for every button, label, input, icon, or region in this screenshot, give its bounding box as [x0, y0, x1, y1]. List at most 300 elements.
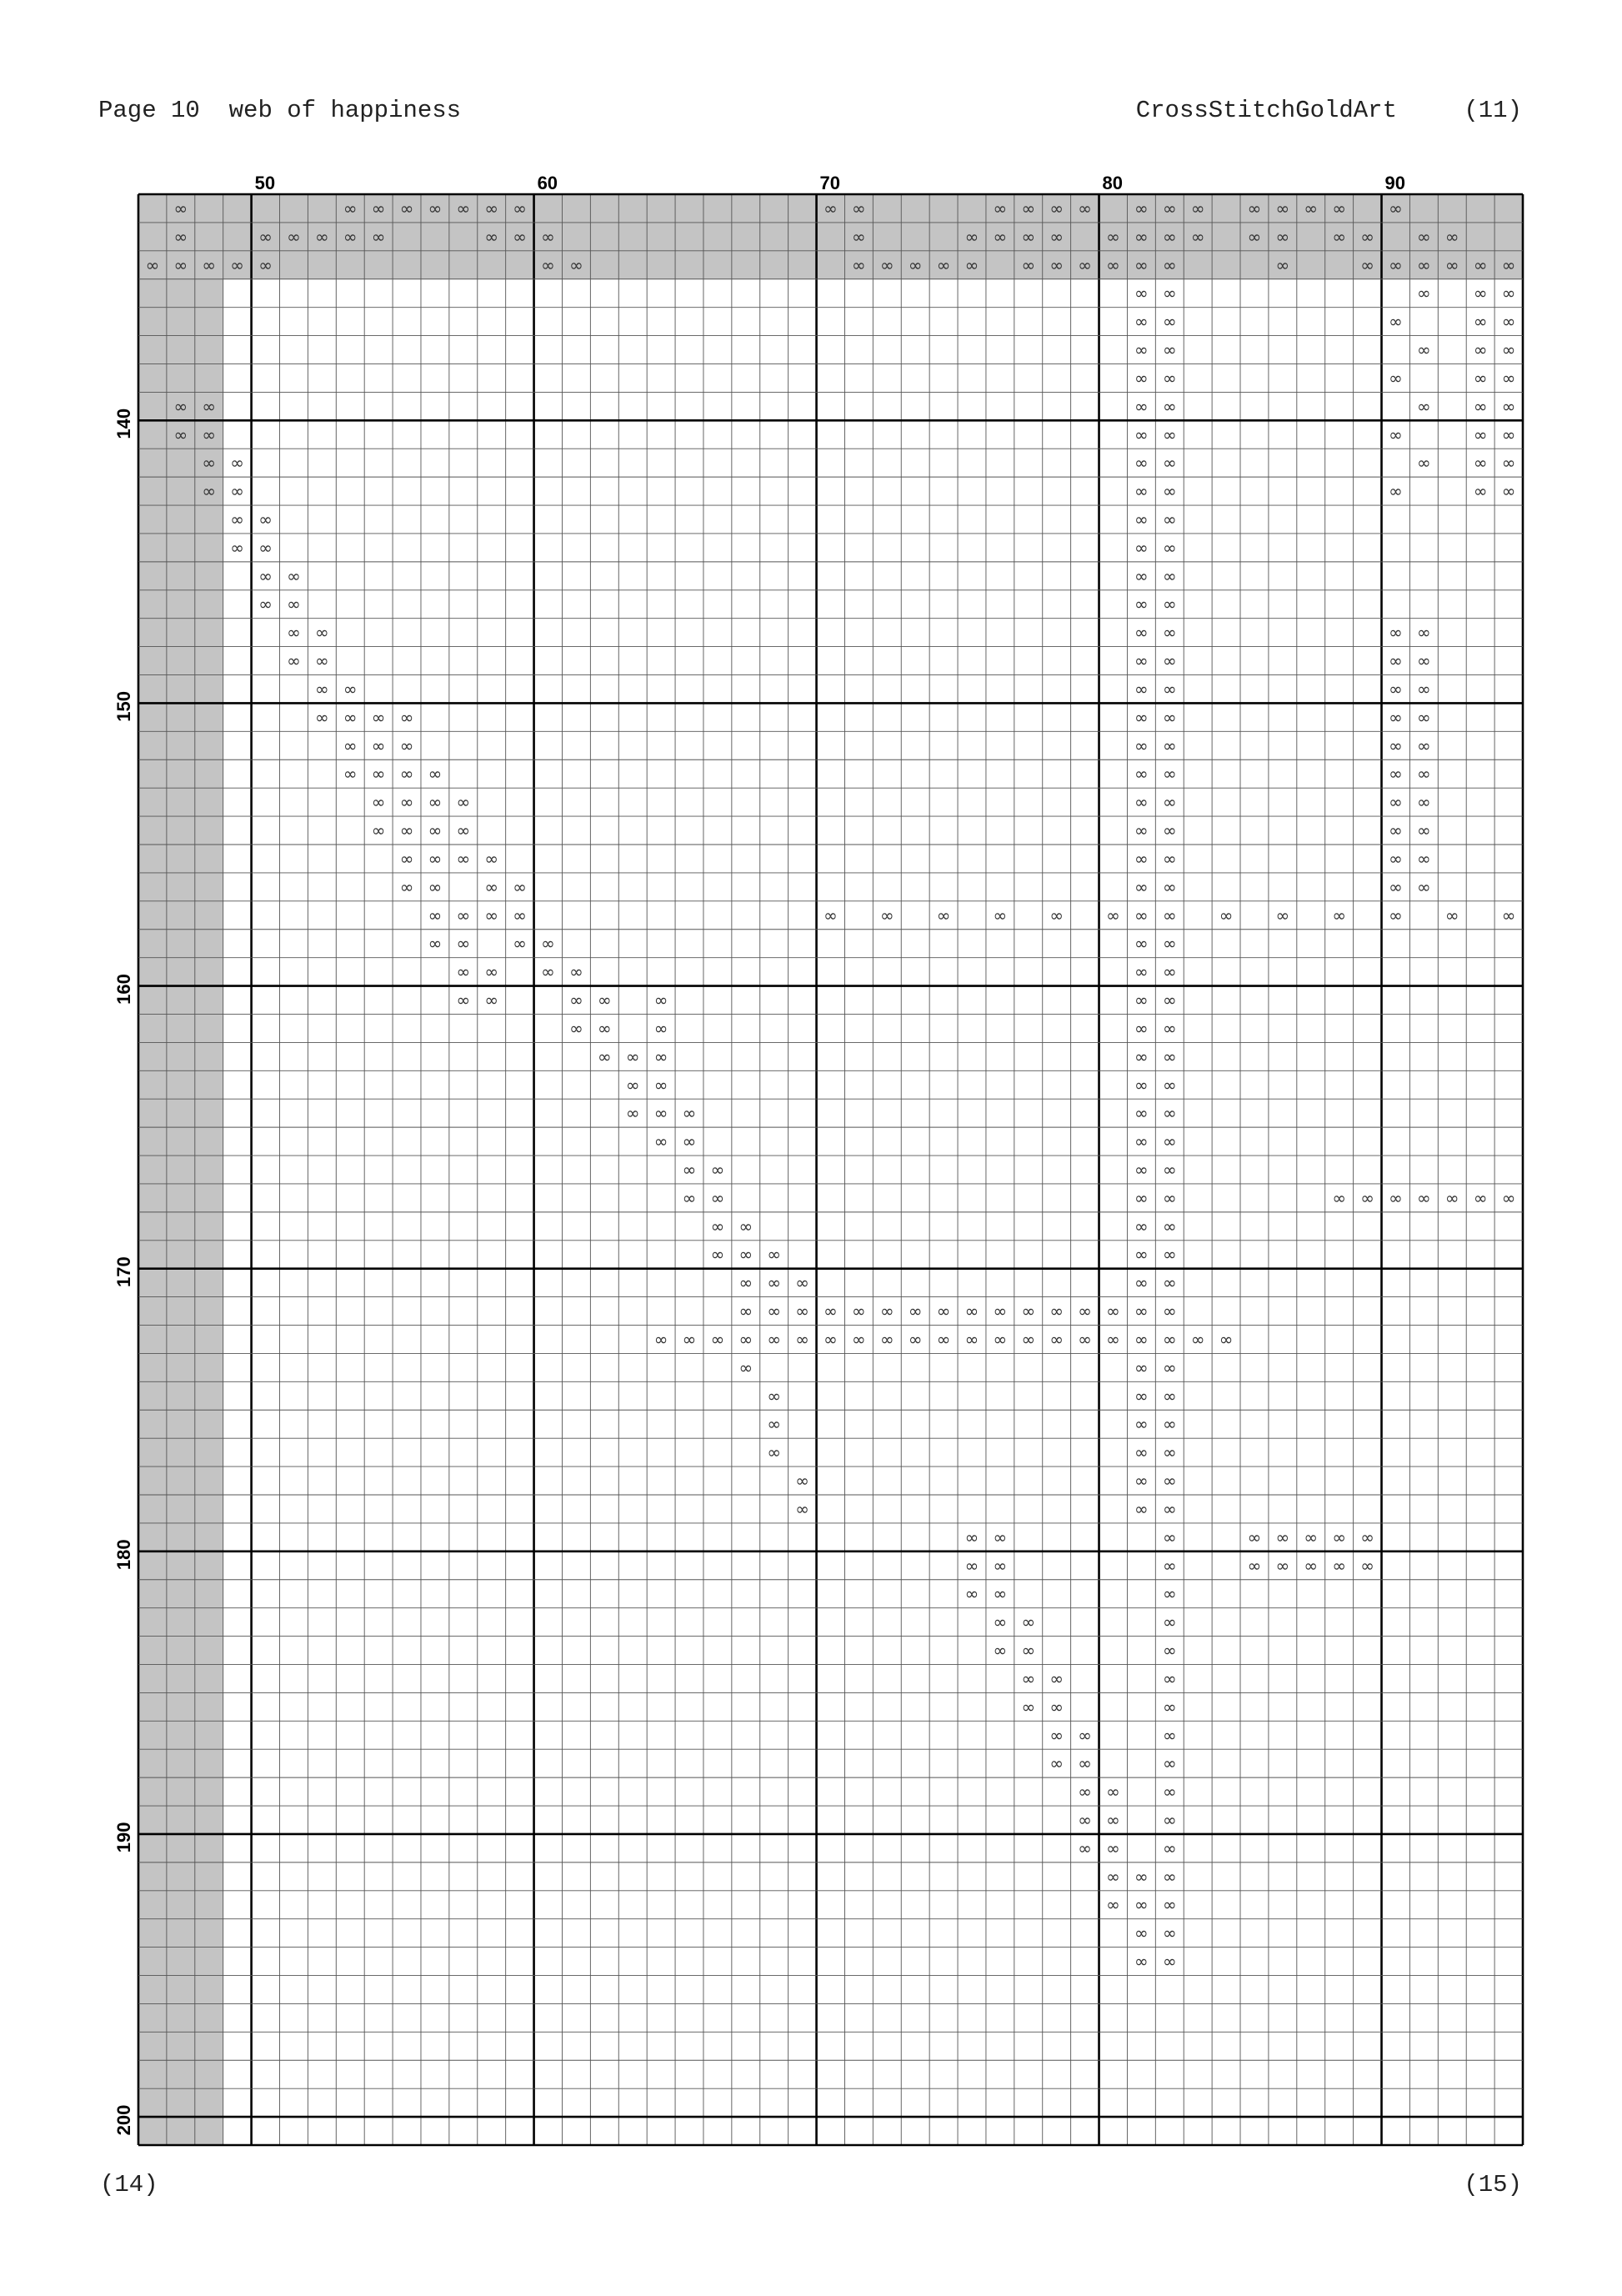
stitch-symbol: ∞	[964, 1526, 979, 1547]
stitch-symbol: ∞	[456, 820, 471, 841]
stitch-symbol: ∞	[258, 537, 273, 558]
stitch-symbol: ∞	[1501, 283, 1516, 303]
stitch-symbol: ∞	[1389, 820, 1403, 841]
stitch-symbol: ∞	[1134, 1187, 1149, 1208]
stitch-symbol: ∞	[399, 876, 414, 897]
stitch-symbol: ∞	[824, 1329, 838, 1350]
stitch-symbol: ∞	[456, 990, 471, 1010]
page-reference-bottom-left: (14)	[100, 2171, 158, 2198]
stitch-symbol: ∞	[1021, 226, 1036, 247]
row-label: 160	[113, 974, 134, 1005]
stitch-symbol: ∞	[1162, 1386, 1177, 1406]
stitch-symbol: ∞	[1106, 1810, 1120, 1830]
stitch-symbol: ∞	[1021, 254, 1036, 275]
stitch-symbol: ∞	[1190, 226, 1205, 247]
stitch-symbol: ∞	[513, 198, 527, 218]
stitch-symbol: ∞	[1501, 254, 1516, 275]
stitch-symbol: ∞	[1417, 396, 1431, 417]
stitch-symbol: ∞	[1162, 254, 1177, 275]
stitch-symbol: ∞	[1501, 311, 1516, 332]
stitch-symbol: ∞	[1501, 905, 1516, 925]
stitch-symbol: ∞	[653, 1329, 668, 1350]
stitch-symbol: ∞	[258, 226, 273, 247]
stitch-symbol: ∞	[1332, 1555, 1346, 1576]
stitch-symbol: ∞	[936, 905, 951, 925]
stitch-symbol: ∞	[1134, 1923, 1149, 1943]
stitch-symbol: ∞	[1134, 622, 1149, 643]
stitch-symbol: ∞	[1021, 1612, 1036, 1632]
stitch-symbol: ∞	[1389, 679, 1403, 699]
stitch-symbol: ∞	[1162, 764, 1177, 785]
row-label: 150	[113, 690, 134, 722]
stitch-symbol: ∞	[1134, 820, 1149, 841]
stitch-symbol: ∞	[1134, 453, 1149, 474]
stitch-symbol: ∞	[625, 1103, 640, 1124]
stitch-symbol: ∞	[767, 1414, 782, 1435]
stitch-symbol: ∞	[541, 933, 555, 954]
stitch-symbol: ∞	[1162, 1442, 1177, 1463]
stitch-symbol: ∞	[1162, 226, 1177, 247]
stitch-symbol: ∞	[1106, 1837, 1120, 1858]
stitch-symbol: ∞	[1162, 1668, 1177, 1689]
stitch-symbol: ∞	[1275, 254, 1290, 275]
stitch-symbol: ∞	[653, 1046, 668, 1067]
stitch-symbol: ∞	[710, 1216, 725, 1236]
stitch-symbol: ∞	[399, 764, 414, 785]
stitch-symbol: ∞	[1417, 1187, 1431, 1208]
stitch-symbol: ∞	[1417, 254, 1431, 275]
stitch-symbol: ∞	[824, 198, 838, 218]
stitch-symbol: ∞	[1304, 198, 1319, 218]
stitch-symbol: ∞	[1162, 1640, 1177, 1661]
stitch-symbol: ∞	[456, 198, 471, 218]
stitch-symbol: ∞	[428, 792, 443, 813]
stitch-symbol: ∞	[767, 1244, 782, 1265]
stitch-symbol: ∞	[1162, 339, 1177, 360]
stitch-symbol: ∞	[738, 1301, 753, 1321]
stitch-symbol: ∞	[1247, 1526, 1262, 1547]
stitch-symbol: ∞	[230, 481, 244, 502]
stitch-symbol: ∞	[1049, 1668, 1064, 1689]
stitch-symbol: ∞	[1134, 1301, 1149, 1321]
stitch-symbol: ∞	[767, 1329, 782, 1350]
stitch-symbol: ∞	[456, 905, 471, 925]
stitch-symbol: ∞	[1162, 198, 1177, 218]
stitch-symbol: ∞	[1389, 198, 1403, 218]
stitch-symbol: ∞	[1473, 311, 1488, 332]
stitch-symbol: ∞	[1360, 254, 1374, 275]
stitch-symbol: ∞	[1389, 424, 1403, 445]
stitch-symbol: ∞	[173, 424, 188, 445]
stitch-symbol: ∞	[1078, 1753, 1092, 1774]
stitch-symbol: ∞	[795, 1301, 809, 1321]
stitch-symbol: ∞	[287, 565, 301, 586]
stitch-symbol: ∞	[1389, 905, 1403, 925]
stitch-symbol: ∞	[1501, 339, 1516, 360]
stitch-symbol: ∞	[1049, 905, 1064, 925]
stitch-symbol: ∞	[371, 764, 386, 785]
stitch-symbol: ∞	[1021, 1329, 1036, 1350]
stitch-symbol: ∞	[1134, 339, 1149, 360]
stitch-symbol: ∞	[993, 1301, 1008, 1321]
stitch-symbol: ∞	[1134, 905, 1149, 925]
stitch-symbol: ∞	[936, 1301, 951, 1321]
stitch-symbol: ∞	[1134, 650, 1149, 671]
stitch-symbol: ∞	[569, 990, 583, 1010]
stitch-symbol: ∞	[456, 933, 471, 954]
stitch-symbol: ∞	[879, 905, 894, 925]
stitch-symbol: ∞	[1501, 481, 1516, 502]
stitch-symbol: ∞	[315, 622, 329, 643]
stitch-symbol: ∞	[1134, 594, 1149, 614]
stitch-symbol: ∞	[682, 1329, 697, 1350]
stitch-symbol: ∞	[738, 1244, 753, 1265]
stitch-symbol: ∞	[202, 481, 217, 502]
stitch-symbol: ∞	[1134, 368, 1149, 389]
stitch-symbol: ∞	[1162, 453, 1177, 474]
stitch-symbol: ∞	[371, 226, 386, 247]
stitch-symbol: ∞	[597, 1018, 612, 1039]
stitch-symbol: ∞	[1444, 905, 1459, 925]
stitch-symbol: ∞	[1275, 226, 1290, 247]
stitch-symbol: ∞	[1332, 905, 1346, 925]
stitch-symbol: ∞	[484, 226, 499, 247]
stitch-symbol: ∞	[1389, 311, 1403, 332]
stitch-symbol: ∞	[879, 1301, 894, 1321]
stitch-symbol: ∞	[1501, 368, 1516, 389]
stitch-symbol: ∞	[258, 565, 273, 586]
stitch-symbol: ∞	[1162, 1160, 1177, 1180]
stitch-symbol: ∞	[1134, 707, 1149, 728]
stitch-symbol: ∞	[993, 1526, 1008, 1547]
stitch-symbol: ∞	[541, 961, 555, 982]
stitch-symbol: ∞	[1134, 1329, 1149, 1350]
stitch-symbol: ∞	[795, 1329, 809, 1350]
stitch-symbol: ∞	[484, 198, 499, 218]
stitch-symbol: ∞	[1162, 622, 1177, 643]
stitch-symbol: ∞	[1049, 1301, 1064, 1321]
stitch-symbol: ∞	[1304, 1526, 1319, 1547]
stitch-symbol: ∞	[541, 254, 555, 275]
stitch-symbol: ∞	[1162, 905, 1177, 925]
stitch-symbol: ∞	[1134, 1414, 1149, 1435]
stitch-symbol: ∞	[484, 848, 499, 869]
stitch-symbol: ∞	[1021, 1668, 1036, 1689]
stitch-symbol: ∞	[1332, 1526, 1346, 1547]
stitch-symbol: ∞	[1134, 1866, 1149, 1887]
stitch-symbol: ∞	[710, 1160, 725, 1180]
stitch-symbol: ∞	[1049, 1697, 1064, 1717]
brand-name: CrossStitchGoldArt	[1135, 97, 1397, 124]
stitch-symbol: ∞	[1162, 1357, 1177, 1378]
stitch-symbol: ∞	[1134, 792, 1149, 813]
stitch-symbol: ∞	[879, 1329, 894, 1350]
stitch-symbol: ∞	[230, 453, 244, 474]
stitch-symbol: ∞	[343, 198, 358, 218]
row-label: 140	[113, 408, 134, 439]
stitch-symbol: ∞	[1417, 792, 1431, 813]
stitch-symbol: ∞	[1247, 226, 1262, 247]
stitch-symbol: ∞	[1134, 481, 1149, 502]
stitch-symbol: ∞	[908, 1329, 923, 1350]
stitch-symbol: ∞	[597, 990, 612, 1010]
stitch-symbol: ∞	[230, 509, 244, 529]
stitch-symbol: ∞	[1473, 424, 1488, 445]
stitch-symbol: ∞	[1021, 198, 1036, 218]
stitch-symbol: ∞	[315, 679, 329, 699]
stitch-symbol: ∞	[1275, 905, 1290, 925]
stitch-symbol: ∞	[1162, 990, 1177, 1010]
stitch-symbol: ∞	[1501, 1187, 1516, 1208]
stitch-symbol: ∞	[1501, 453, 1516, 474]
column-label: 80	[1102, 173, 1124, 193]
stitch-symbol: ∞	[1134, 1357, 1149, 1378]
stitch-symbol: ∞	[1162, 283, 1177, 303]
stitch-symbol: ∞	[287, 594, 301, 614]
stitch-symbol: ∞	[653, 990, 668, 1010]
stitch-symbol: ∞	[936, 1329, 951, 1350]
stitch-symbol: ∞	[371, 707, 386, 728]
page-reference-top: (11)	[1464, 97, 1522, 124]
stitch-symbol: ∞	[1247, 198, 1262, 218]
stitch-symbol: ∞	[852, 226, 866, 247]
grid-lines	[138, 194, 1523, 2145]
stitch-symbol: ∞	[1134, 1131, 1149, 1152]
stitch-symbol: ∞	[371, 198, 386, 218]
stitch-symbol: ∞	[1049, 198, 1064, 218]
stitch-symbol: ∞	[738, 1216, 753, 1236]
stitch-symbol: ∞	[428, 764, 443, 785]
stitch-symbol: ∞	[879, 254, 894, 275]
stitch-symbol: ∞	[1417, 650, 1431, 671]
stitch-symbol: ∞	[1134, 1498, 1149, 1519]
stitch-symbol: ∞	[1049, 1725, 1064, 1746]
stitch-symbol: ∞	[625, 1075, 640, 1095]
stitch-symbol: ∞	[1106, 1866, 1120, 1887]
stitch-symbol: ∞	[1162, 1894, 1177, 1915]
stitch-symbol: ∞	[1162, 1583, 1177, 1604]
stitch-symbol: ∞	[1106, 905, 1120, 925]
stitch-symbol: ∞	[1021, 1697, 1036, 1717]
stitch-symbol: ∞	[1134, 961, 1149, 982]
stitch-symbol: ∞	[1162, 1951, 1177, 1972]
stitch-symbol: ∞	[1134, 226, 1149, 247]
stitch-symbol: ∞	[173, 198, 188, 218]
stitch-symbol: ∞	[1162, 537, 1177, 558]
stitch-symbol: ∞	[1162, 820, 1177, 841]
stitch-symbol: ∞	[1134, 537, 1149, 558]
stitch-symbol: ∞	[682, 1187, 697, 1208]
stitch-symbol: ∞	[399, 848, 414, 869]
row-label: 200	[113, 2104, 134, 2136]
stitch-symbol: ∞	[1162, 1555, 1177, 1576]
stitch-symbol: ∞	[1162, 1498, 1177, 1519]
stitch-symbol: ∞	[1134, 565, 1149, 586]
stitch-symbol: ∞	[1162, 1131, 1177, 1152]
stitch-symbol: ∞	[1162, 481, 1177, 502]
stitch-symbol: ∞	[993, 1583, 1008, 1604]
stitch-symbol: ∞	[173, 226, 188, 247]
stitch-symbol: ∞	[173, 254, 188, 275]
stitch-symbol: ∞	[1134, 1075, 1149, 1095]
stitch-symbol: ∞	[202, 424, 217, 445]
stitch-symbol: ∞	[1162, 1471, 1177, 1491]
stitch-symbol: ∞	[908, 1301, 923, 1321]
stitch-symbol: ∞	[1417, 453, 1431, 474]
stitch-symbol: ∞	[1389, 792, 1403, 813]
stitch-symbol: ∞	[1162, 594, 1177, 614]
stitch-symbol: ∞	[1049, 226, 1064, 247]
stitch-symbol: ∞	[1501, 396, 1516, 417]
stitch-symbol: ∞	[1162, 876, 1177, 897]
stitch-symbol: ∞	[1134, 1894, 1149, 1915]
stitch-symbol: ∞	[1106, 254, 1120, 275]
stitch-symbol: ∞	[993, 1640, 1008, 1661]
stitch-symbol: ∞	[1332, 1187, 1346, 1208]
stitch-symbol: ∞	[1275, 1555, 1290, 1576]
stitch-symbol: ∞	[1106, 1782, 1120, 1802]
stitch-symbol: ∞	[964, 1583, 979, 1604]
row-label: 180	[113, 1539, 134, 1571]
stitch-symbol: ∞	[513, 876, 527, 897]
stitch-symbol: ∞	[767, 1386, 782, 1406]
stitch-symbol: ∞	[964, 1555, 979, 1576]
stitch-symbol: ∞	[625, 1046, 640, 1067]
stitch-symbol: ∞	[1134, 1442, 1149, 1463]
stitch-symbol: ∞	[1162, 1018, 1177, 1039]
stitch-symbol: ∞	[1304, 1555, 1319, 1576]
stitch-symbol: ∞	[1219, 905, 1234, 925]
stitch-symbol: ∞	[1190, 1329, 1205, 1350]
shaded-cells	[138, 194, 1523, 2145]
stitch-symbol: ∞	[1049, 254, 1064, 275]
stitch-symbol: ∞	[1473, 453, 1488, 474]
stitch-symbol: ∞	[710, 1187, 725, 1208]
stitch-symbol: ∞	[1389, 1187, 1403, 1208]
stitch-symbol: ∞	[1162, 1272, 1177, 1293]
stitch-symbol: ∞	[230, 537, 244, 558]
stitch-symbol: ∞	[1134, 735, 1149, 756]
stitch-symbol: ∞	[1417, 339, 1431, 360]
stitch-symbol: ∞	[1106, 1329, 1120, 1350]
stitch-symbol: ∞	[1134, 764, 1149, 785]
stitch-symbol: ∞	[1134, 198, 1149, 218]
stitch-symbol: ∞	[513, 933, 527, 954]
column-label: 60	[537, 173, 558, 193]
stitch-symbol: ∞	[1134, 990, 1149, 1010]
stitch-symbol: ∞	[653, 1103, 668, 1124]
stitch-symbol: ∞	[428, 820, 443, 841]
stitch-symbol: ∞	[456, 961, 471, 982]
stitch-symbol: ∞	[1389, 764, 1403, 785]
stitch-symbol: ∞	[569, 1018, 583, 1039]
stitch-symbol: ∞	[1078, 1301, 1092, 1321]
stitch-symbol: ∞	[173, 396, 188, 417]
stitch-symbol: ∞	[1134, 1018, 1149, 1039]
stitch-symbol: ∞	[343, 679, 358, 699]
stitch-symbol: ∞	[1501, 424, 1516, 445]
stitch-symbol: ∞	[852, 1301, 866, 1321]
stitch-symbol: ∞	[343, 226, 358, 247]
stitch-symbol: ∞	[964, 254, 979, 275]
stitch-symbol: ∞	[1162, 933, 1177, 954]
stitch-symbol: ∞	[738, 1357, 753, 1378]
stitch-symbol: ∞	[1389, 848, 1403, 869]
column-labels	[255, 173, 1405, 193]
stitch-symbol: ∞	[1417, 764, 1431, 785]
stitch-symbol: ∞	[399, 735, 414, 756]
stitch-symbol: ∞	[428, 848, 443, 869]
stitch-symbol: ∞	[1162, 1866, 1177, 1887]
stitch-symbol: ∞	[993, 1555, 1008, 1576]
stitch-symbol: ∞	[1106, 226, 1120, 247]
stitch-symbol: ∞	[1162, 311, 1177, 332]
stitch-symbol: ∞	[1389, 876, 1403, 897]
stitch-symbol: ∞	[371, 792, 386, 813]
stitch-symbol: ∞	[1247, 1555, 1262, 1576]
stitch-symbol: ∞	[1106, 1301, 1120, 1321]
stitch-symbol: ∞	[287, 650, 301, 671]
row-labels	[113, 409, 134, 2136]
stitch-symbol: ∞	[1162, 1782, 1177, 1802]
stitch-symbol: ∞	[1162, 1753, 1177, 1774]
stitch-symbol: ∞	[1162, 1329, 1177, 1350]
stitch-symbol: ∞	[1162, 1697, 1177, 1717]
stitch-symbol: ∞	[230, 254, 244, 275]
column-label: 50	[254, 173, 276, 193]
stitch-symbol: ∞	[1444, 254, 1459, 275]
stitch-symbol: ∞	[428, 198, 443, 218]
stitch-symbol: ∞	[1162, 424, 1177, 445]
stitch-symbol: ∞	[1078, 1837, 1092, 1858]
stitch-symbol: ∞	[1162, 1301, 1177, 1321]
stitch-symbol: ∞	[1360, 226, 1374, 247]
stitch-symbol: ∞	[1162, 1837, 1177, 1858]
stitch-symbol: ∞	[1389, 481, 1403, 502]
stitch-symbol: ∞	[767, 1301, 782, 1321]
stitch-symbol: ∞	[1162, 1046, 1177, 1067]
stitch-symbol: ∞	[1162, 848, 1177, 869]
stitch-symbol: ∞	[1162, 1414, 1177, 1435]
stitch-symbol: ∞	[315, 226, 329, 247]
stitch-symbol: ∞	[1473, 368, 1488, 389]
stitch-symbol: ∞	[936, 254, 951, 275]
stitch-symbol: ∞	[1190, 198, 1205, 218]
stitch-symbol: ∞	[1275, 1526, 1290, 1547]
stitch-symbol: ∞	[653, 1075, 668, 1095]
stitch-symbol: ∞	[287, 622, 301, 643]
stitch-symbol: ∞	[738, 1329, 753, 1350]
stitch-symbol: ∞	[1360, 1187, 1374, 1208]
stitch-symbol: ∞	[1162, 1725, 1177, 1746]
stitch-symbol: ∞	[653, 1131, 668, 1152]
stitch-symbol: ∞	[202, 453, 217, 474]
stitch-symbol: ∞	[484, 905, 499, 925]
stitch-symbol: ∞	[824, 905, 838, 925]
stitch-symbol: ∞	[1417, 848, 1431, 869]
stitch-symbol: ∞	[1134, 396, 1149, 417]
stitch-symbol: ∞	[993, 1612, 1008, 1632]
stitch-symbol: ∞	[1134, 1103, 1149, 1124]
stitch-symbol: ∞	[852, 1329, 866, 1350]
stitch-symbol: ∞	[1078, 1810, 1092, 1830]
column-label: 90	[1384, 173, 1405, 193]
stitch-symbol: ∞	[1162, 1923, 1177, 1943]
stitch-symbol: ∞	[1134, 1951, 1149, 1972]
stitch-symbol: ∞	[852, 254, 866, 275]
page-reference-bottom-right: (15)	[1464, 2171, 1522, 2198]
stitch-symbol: ∞	[964, 226, 979, 247]
